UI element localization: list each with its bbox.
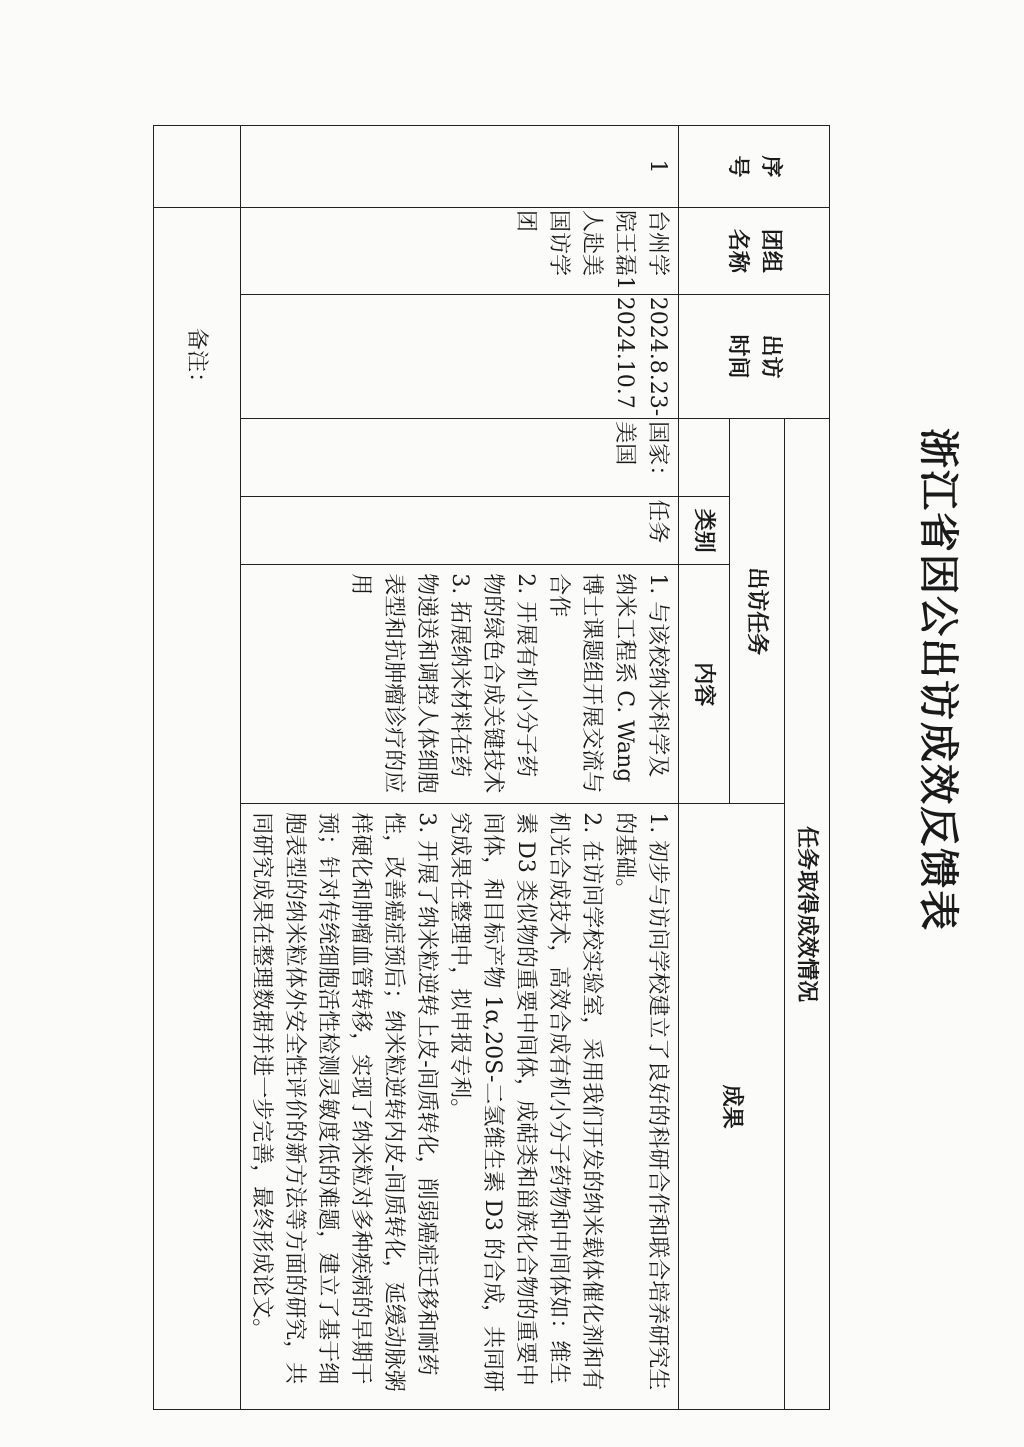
header-time: 出访 时间 <box>679 294 830 418</box>
row-content <box>241 565 679 804</box>
header-task: 出访任务 <box>730 419 785 804</box>
header-content: 内容 <box>679 565 730 804</box>
rotated-document <box>80 30 980 1410</box>
note-blank <box>154 126 241 208</box>
row-results <box>241 804 679 1410</box>
note-label: 备注： <box>154 208 241 1410</box>
feedback-table <box>153 125 830 1410</box>
header-results-section: 任务取得成效情况 <box>785 419 830 1410</box>
content-item: 3. 拓展纳米材料在药物递送和调控人体细胞表型和抗肿瘤诊疗的应用 <box>348 573 472 794</box>
table-row <box>241 126 679 1410</box>
result-item: 2. 在访问学校实验室，采用我们开发的纳米载体催化剂和有机光合成技术，高效合成有机小分子药物和中间体如：维生素 D3 类似物的重要中间体，成萜类和甾族化合物的重要中间体，和目标产物 1α,20S-二氢维生素 D3 的合成，共同研究成果在整理中，拟申报专利。 <box>447 812 604 1393</box>
result-item: 3. 开展了纳米粒逆转上皮-间质转化，削弱癌症迁移和耐药性，改善癌症预后；纳米粒逆转内皮-间质转化，延缓动脉粥样硬化和肿瘤血管转移，实现了纳米粒对多种疾病的早期干预；针对传统细胞活性检测灵敏度低的难题，建立了基于细胞表型的纳米粒体外安全性评价的新方法等方面的研究，共同研究成果在整理数据并进一步完善，最终形成论文。 <box>249 812 439 1392</box>
result-item: 1. 初步与访问学校建立了良好的科研合作和联合培养研究生的基础。 <box>612 812 670 1391</box>
row-group-name: 台州学院王磊1人赴美国访学团 <box>241 208 679 295</box>
row-seq: 1 <box>241 126 679 208</box>
header-category: 类别 <box>679 497 730 565</box>
row-country: 国家：美国 <box>241 419 679 497</box>
document-title: 浙江省因公出访成效反馈表 <box>915 428 962 932</box>
header-seq: 序 号 <box>679 126 830 208</box>
row-time: 2024.8.23-2024.10.7 <box>241 294 679 418</box>
header-country-blank <box>679 419 730 497</box>
content-item: 2. 开展有机小分子药物的绿色合成关键技术 <box>480 573 538 794</box>
header-results: 成果 <box>679 804 785 1410</box>
row-category: 任务 <box>241 497 679 565</box>
header-group-name: 团组 名称 <box>679 208 830 295</box>
content-item: 1. 与该校纳米科学及纳米工程系 C. Wang 博士课题组开展交流与合作 <box>546 573 670 794</box>
